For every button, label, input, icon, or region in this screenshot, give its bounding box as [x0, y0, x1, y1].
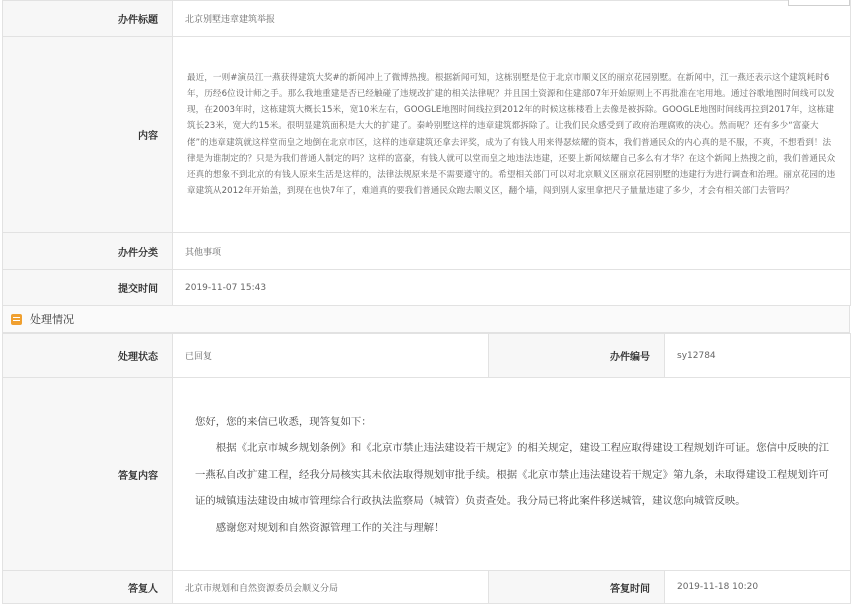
status-label: 处理状态: [3, 334, 173, 378]
replier-label: 答复人: [3, 571, 173, 604]
reply-body: 根据《北京市城乡规划条例》和《北京市禁止违法建设若干规定》的相关规定，建设工程应取得建设工程规划许可证。您信中反映的江一燕私自改扩建工程，经我分局核实其未依法取得规划审批手续。根据《北京市禁止违法建设若干规定》第九条，未取得建设工程规划许可证的城镇违法建设由城市管理综合行政执法监察局（城管）负责查处。我分局已将此案件移送城管，建议您向城管反映。: [195, 442, 829, 508]
handling-section-header: [2, 306, 850, 333]
reply-time-value: 2019-11-18 10:20: [665, 571, 851, 604]
title-value: 北京别墅违章建筑举报: [173, 1, 851, 37]
replier-value: 北京市规划和自然资源委员会顺义分局: [173, 571, 489, 604]
content-label: 内容: [3, 37, 173, 233]
reply-row: [3, 378, 851, 571]
submit-time-value: 2019-11-07 15:43: [173, 270, 851, 306]
reply-thanks: 感谢您对规划和自然资源管理工作的关注与理解！: [215, 521, 445, 534]
category-label: 办件分类: [3, 233, 173, 270]
corner-frame: [788, 0, 850, 6]
reply-time-label: 答复时间: [489, 571, 665, 604]
list-icon: [11, 314, 22, 325]
category-row: [3, 233, 851, 270]
content-row: [3, 37, 851, 233]
section-title: 处理情况: [30, 313, 74, 326]
reply-cell: [173, 378, 851, 571]
replier-row: [3, 571, 851, 604]
case-info-table: [2, 0, 851, 306]
case-no-value: sy12784: [665, 334, 851, 378]
status-row: [3, 334, 851, 378]
category-value: 其他事项: [173, 233, 851, 270]
handling-table: [2, 333, 851, 604]
reply-label: 答复内容: [3, 378, 173, 571]
title-row: [3, 1, 851, 37]
content-cell: [173, 37, 851, 233]
case-no-label: 办件编号: [489, 334, 665, 378]
status-value: 已回复: [173, 334, 489, 378]
title-label: 办件标题: [3, 1, 173, 37]
reply-content: [173, 407, 850, 542]
reply-greeting: 您好，您的来信已收悉，现答复如下：: [195, 415, 372, 428]
submit-time-label: 提交时间: [3, 270, 173, 306]
content-text: 最近，一则#演员江一燕获得建筑大奖#的新闻冲上了微博热搜。根据新闻可知，这栋别墅是位于北京市顺义区的丽京花园别墅。在新闻中，江一燕还表示这个建筑耗时6年，历经6位设计师之手。那么我地重建是否已经触碰了违规改扩建的相关法律呢？并且国土资源和住建部07年开始原则上不再批准在宅用地。通过谷歌地图时间线可以发现，在2003年时，这栋建筑大概长15米，宽10米左右，GOOGLE地图时间线拉到2012年的时候这栋楼看上去像是被拆除。GOOGLE地图时间线再拉到2017年，这栋建筑长23米，宽大约15米。很明显建筑面积是大大的扩建了。秦岭别墅这样的违章建筑都拆除了。让我们民众感受到了政府治理腐败的决心。然而呢？还有多少“富豪大佬”的违章建筑就这样堂而皇之地倒在北京市区，这样的违章建筑还拿去评奖，成为了有钱人用来得瑟炫耀的资本，我们普通民众的内心真的是不服，不爽，不想看到！法律是为谁制定的？只是为我们普通人制定的吗？这样的富豪，有钱人就可以堂而皇之地违法违建，还要上新闻炫耀自己多么有才华？在这个新闻上热搜之前，我们普通民众还真的想象不到北京的有钱人原来生活是这样的，法律法规原来是不需要遵守的。希望相关部门可以对北京顺义区丽京花园别墅的违建行为进行调查和治理。丽京花园的违章建筑从2012年开始盖，到现在也快7年了，难道真的要我们普通民众跑去顺义区，翻个墙，闯到别人家里拿把尺子量量违建了多少，才会有相关部门去管吗？: [187, 72, 836, 197]
submit-time-row: [3, 270, 851, 306]
